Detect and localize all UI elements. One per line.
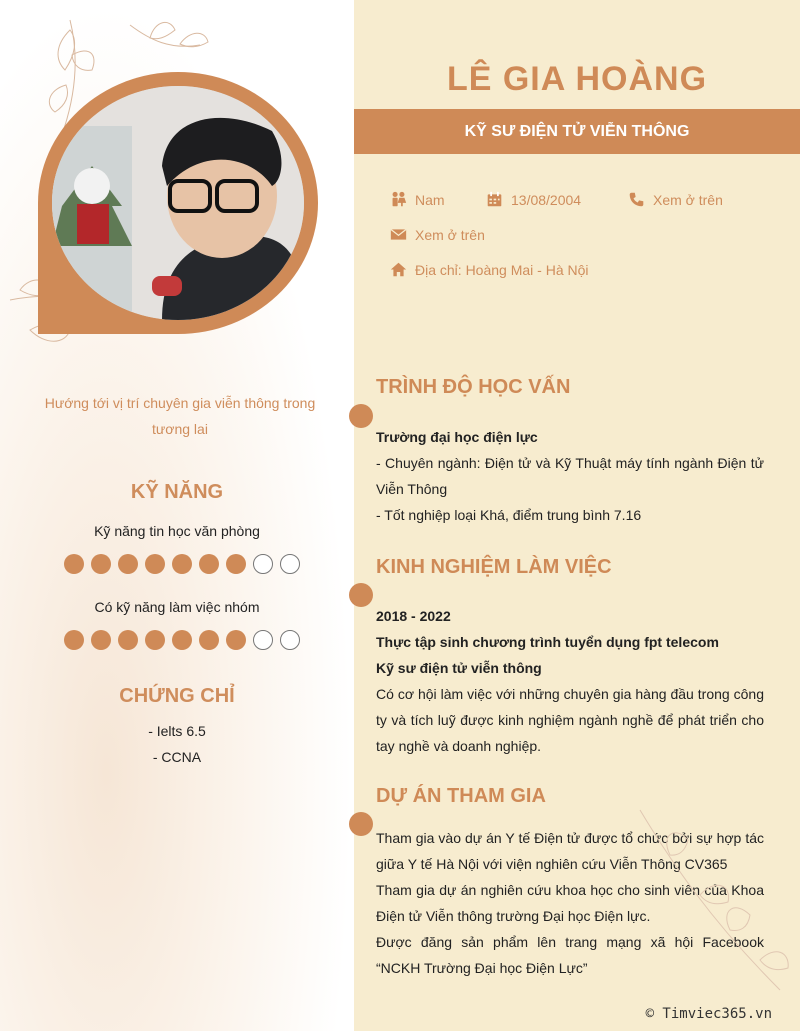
education-title: TRÌNH ĐỘ HỌC VẤN [376, 376, 571, 398]
skill-dot [172, 630, 192, 650]
experience-company: Thực tập sinh chương trình tuyển dụng fpt telecom [376, 634, 719, 650]
education-line-1: - Chuyên ngành: Điện tử và Kỹ Thuật máy tính ngành Điện tử Viễn Thông [376, 455, 764, 497]
phone-icon [628, 191, 645, 208]
birthday-value: 13/08/2004 [511, 191, 582, 208]
avatar-image-icon [52, 86, 304, 320]
calendar-icon [486, 191, 503, 208]
experience-title: KINH NGHIỆM LÀM VIỆC [376, 556, 612, 578]
skill-rating-2 [64, 630, 300, 650]
project-line-3: Được đăng sản phẩm lên trang mạng xã hội Facebook “NCKH Trường Đại học Điện Lực” [376, 934, 764, 976]
section-bullet [349, 812, 373, 836]
address-info [390, 261, 589, 278]
skill-name-2: Có kỹ năng làm việc nhóm [94, 599, 260, 615]
birthday-info [486, 191, 581, 208]
gender-icon [390, 191, 407, 208]
phone-info [628, 191, 723, 208]
certificate-1: - Ielts 6.5 [148, 723, 206, 739]
skill-dot [199, 630, 219, 650]
home-icon [390, 261, 407, 278]
school-name: Trường đại học điện lực [376, 429, 538, 445]
skill-dot [280, 554, 300, 574]
section-bullet [349, 404, 373, 428]
gender-value: Nam [415, 191, 445, 208]
email-icon [390, 226, 407, 243]
phone-value: Xem ở trên [653, 191, 723, 208]
skill-dot [91, 630, 111, 650]
address-value: Địa chỉ: Hoàng Mai - Hà Nội [415, 261, 589, 278]
certificates-title: CHỨNG CHỈ [119, 685, 235, 707]
career-objective: Hướng tới vị trí chuyên gia viễn thông trong tương lai [44, 395, 316, 437]
skill-dot [118, 554, 138, 574]
leaf-decoration-icon [600, 800, 800, 1000]
gender-info [390, 191, 445, 208]
skill-dot [64, 630, 84, 650]
project-line-1: Tham gia vào dự án Y tế Điện tử được tổ chức bởi sự hợp tác giữa Y tế Hà Nội với viện nghiên cứu Viễn Thông CV365 [376, 830, 764, 872]
candidate-name: LÊ GIA HOÀNG [446, 60, 708, 98]
skill-dot [253, 630, 273, 650]
skill-dot [199, 554, 219, 574]
education-content [376, 424, 764, 528]
profile-photo-frame [38, 72, 318, 334]
experience-role: Kỹ sư điện tử viễn thông [376, 660, 542, 676]
avatar [52, 86, 304, 320]
skill-name-1: Kỹ năng tin học văn phòng [94, 523, 260, 539]
skill-dot [118, 630, 138, 650]
experience-description: Có cơ hội làm việc với những chuyên gia hàng đầu trong công ty và tích luỹ được kinh nghiệm ngành nghề để phát triển cho tay nghề và doanh nghiệp. [376, 686, 764, 754]
skill-dot [145, 554, 165, 574]
skill-dot [253, 554, 273, 574]
skill-dot [226, 630, 246, 650]
education-line-2: - Tốt nghiệp loại Khá, điểm trung bình 7.16 [376, 507, 642, 523]
email-value: Xem ở trên [415, 226, 485, 243]
experience-content [376, 603, 764, 759]
certificate-2: - CCNA [152, 749, 202, 765]
experience-period: 2018 - 2022 [376, 608, 451, 624]
email-info [390, 226, 485, 243]
projects-title: DỰ ÁN THAM GIA [376, 785, 546, 807]
skill-dot [145, 630, 165, 650]
skill-dot [172, 554, 192, 574]
project-line-2: Tham gia dự án nghiên cứu khoa học cho sinh viên của Khoa Điện tử Viễn thông trường Đại học Điện lực. [376, 882, 764, 924]
skill-dot [64, 554, 84, 574]
skill-dot [91, 554, 111, 574]
section-bullet [349, 583, 373, 607]
skill-rating-1 [64, 554, 300, 574]
job-position-band: KỸ SƯ ĐIỆN TỬ VIỄN THÔNG [354, 109, 800, 154]
skill-dot [280, 630, 300, 650]
footer-credit: © Timviec365.vn [645, 1006, 772, 1022]
skills-title: KỸ NĂNG [130, 481, 224, 503]
skill-dot [226, 554, 246, 574]
